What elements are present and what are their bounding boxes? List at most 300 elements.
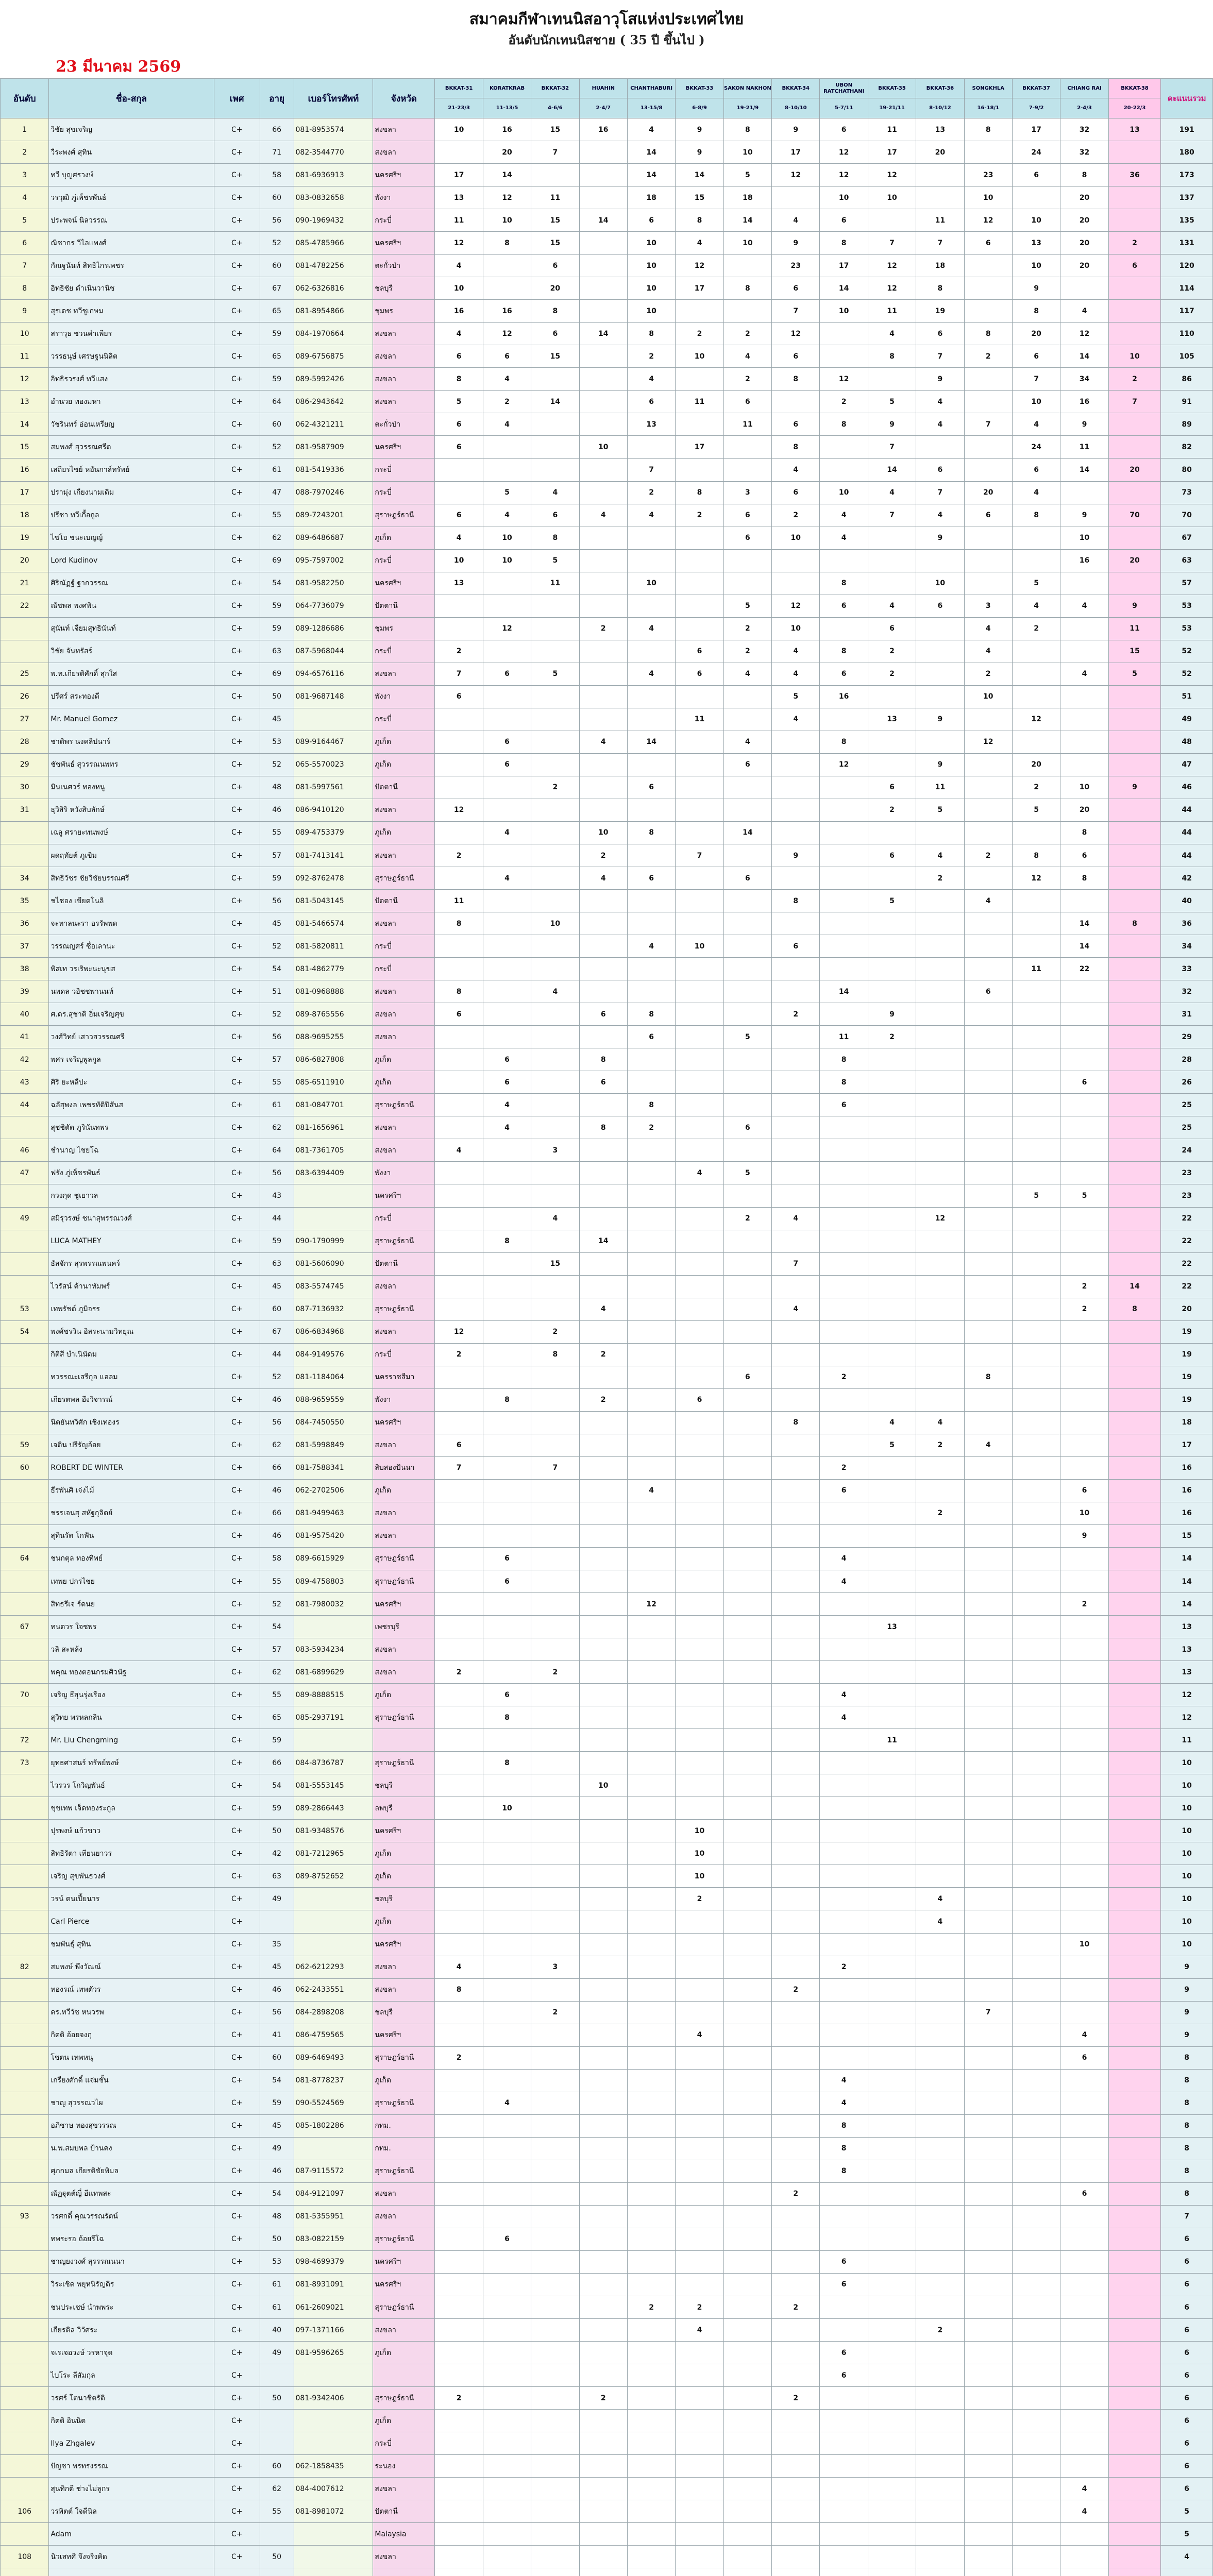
phone-cell: 081-5043145 [294,890,373,912]
points-cell: 14 [627,164,675,187]
points-cell: 2 [435,1661,483,1684]
points-cell [916,1661,964,1684]
phone-cell [294,1729,373,1752]
header-phone: เบอร์โทรศัพท์ [294,79,373,118]
points-cell: 4 [627,617,675,640]
province-cell: กระบี่ [373,2432,435,2455]
province-cell: สุราษฎร์ธานี [373,1752,435,1774]
points-cell [1060,753,1108,776]
gender-cell [214,2568,260,2576]
points-cell [868,821,916,844]
points-cell [1108,1048,1161,1071]
rank-cell: 17 [1,481,49,504]
points-cell [579,2432,627,2455]
rank-cell [1,1275,49,1298]
points-cell [868,2500,916,2523]
points-cell [627,2568,675,2576]
points-cell: 12 [916,1207,964,1230]
points-cell: 2 [531,776,579,799]
points-cell [1108,685,1161,708]
points-cell: 22 [1060,958,1108,980]
points-cell [1012,935,1060,958]
points-cell [916,2455,964,2478]
points-cell: 6 [723,867,771,890]
points-cell [964,1842,1012,1865]
rank-cell [1,1524,49,1547]
points-cell [1060,277,1108,300]
rank-cell [1,1388,49,1411]
total-cell: 53 [1161,595,1213,617]
points-cell [1108,1003,1161,1026]
points-cell: 4 [483,2092,531,2114]
points-cell: 2 [772,1003,820,1026]
points-cell [820,1184,868,1207]
points-cell [531,2069,579,2092]
points-cell [868,2523,916,2546]
total-cell: 33 [1161,958,1213,980]
gender-cell: C+ [214,323,260,345]
points-cell [723,1139,771,1162]
points-cell: 11 [531,187,579,209]
points-cell: 2 [579,1388,627,1411]
points-cell [916,1071,964,1094]
points-cell: 2 [723,617,771,640]
province-cell: นครศรีฯ [373,1593,435,1616]
points-cell [820,2478,868,2500]
points-cell [579,1706,627,1729]
points-cell [531,2319,579,2342]
points-cell [579,663,627,685]
points-cell [1108,1230,1161,1252]
points-cell [772,776,820,799]
points-cell [579,1570,627,1593]
points-cell [772,1842,820,1865]
points-cell [1012,640,1060,663]
points-cell [531,2342,579,2364]
points-cell [676,300,723,323]
points-cell: 14 [483,164,531,187]
points-cell [916,2364,964,2387]
province-cell: ภูเก็ต [373,753,435,776]
points-cell [676,2114,723,2137]
rank-cell: 12 [1,368,49,391]
points-cell [579,368,627,391]
points-cell [964,2523,1012,2546]
points-cell [483,2387,531,2410]
points-cell [676,572,723,595]
province-cell: ภูเก็ต [373,2069,435,2092]
total-cell: 191 [1161,118,1213,141]
age-cell: 61 [260,1094,294,1116]
points-cell [676,1684,723,1706]
points-cell [531,2205,579,2228]
points-cell [820,708,868,731]
points-cell [435,1865,483,1888]
gender-cell: C+ [214,731,260,753]
points-cell [483,1026,531,1048]
points-cell [579,2092,627,2114]
rank-cell [1,2296,49,2319]
points-cell [868,1593,916,1616]
rank-cell: 59 [1,1434,49,1456]
points-cell [1108,708,1161,731]
points-cell [579,277,627,300]
points-cell [531,1547,579,1570]
points-cell: 3 [723,481,771,504]
points-cell [820,844,868,867]
rank-cell: 67 [1,1616,49,1638]
name-cell: ชัชพันธ์ สุวรรณนพทร [49,753,214,776]
points-cell [1108,2250,1161,2273]
points-cell [627,1298,675,1320]
points-cell: 13 [627,413,675,436]
points-cell [579,187,627,209]
points-cell [723,935,771,958]
age-cell: 45 [260,912,294,935]
province-cell: เพชรบุรี [373,1616,435,1638]
points-cell [483,844,531,867]
total-cell: 131 [1161,232,1213,255]
name-cell: ประพจน์ นิลวรรณ [49,209,214,232]
points-cell: 6 [435,436,483,459]
gender-cell: C+ [214,1366,260,1388]
event-date: 5-7/11 [834,105,853,111]
event-date: 8-10/12 [929,105,951,111]
points-cell [435,1910,483,1933]
points-cell [531,799,579,821]
points-cell: 13 [1108,118,1161,141]
gender-cell: C+ [214,708,260,731]
table-row [1,459,1213,481]
province-cell: นครศรีฯ [373,1411,435,1434]
gender-cell: C+ [214,300,260,323]
points-cell [964,1116,1012,1139]
points-cell: 10 [627,255,675,277]
points-cell [435,1547,483,1570]
points-cell [676,912,723,935]
table-row [1,2455,1213,2478]
points-cell [579,141,627,164]
gender-cell: C+ [214,2137,260,2160]
province-cell: ปัตตานี [373,595,435,617]
points-cell [1012,2478,1060,2500]
points-cell [435,1207,483,1230]
points-cell [1060,1207,1108,1230]
points-cell [531,1298,579,1320]
points-cell: 13 [435,187,483,209]
points-cell [531,1706,579,1729]
points-cell [723,2250,771,2273]
points-cell [964,1230,1012,1252]
points-cell [676,2069,723,2092]
province-cell: สุราษฎร์ธานี [373,2160,435,2182]
points-cell [435,1298,483,1320]
total-cell: 29 [1161,1026,1213,1048]
phone-cell: 089-1286686 [294,617,373,640]
points-cell [435,1593,483,1616]
points-cell: 11 [868,118,916,141]
table-row [1,1502,1213,1524]
points-cell: 4 [531,980,579,1003]
gender-cell: C+ [214,481,260,504]
points-cell [483,1593,531,1616]
phone-cell: 081-5997561 [294,776,373,799]
points-cell: 15 [1108,640,1161,663]
points-cell [1108,2410,1161,2432]
points-cell [1012,1116,1060,1139]
points-cell [723,1933,771,1956]
age-cell: 46 [260,799,294,821]
points-cell [1060,1162,1108,1184]
points-cell: 12 [676,255,723,277]
points-cell: 11 [820,1026,868,1048]
rank-cell: 34 [1,867,49,890]
points-cell [916,2500,964,2523]
province-cell: กระบี่ [373,481,435,504]
points-cell: 8 [627,323,675,345]
points-cell [964,2114,1012,2137]
points-cell: 8 [435,1978,483,2001]
points-cell [723,1230,771,1252]
points-cell [435,1820,483,1842]
points-cell: 4 [676,1162,723,1184]
points-cell [868,2273,916,2296]
province-cell [373,2568,435,2576]
points-cell [868,1456,916,1479]
points-cell [1108,527,1161,549]
province-cell: ภูเก็ต [373,731,435,753]
points-cell: 18 [627,187,675,209]
points-cell [964,867,1012,890]
phone-cell: 090-1790999 [294,1230,373,1252]
points-cell: 2 [916,867,964,890]
total-cell: 16 [1161,1479,1213,1502]
name-cell: สุนทิกตี ช่างไม่ลูกร [49,2478,214,2500]
points-cell: 24 [1012,141,1060,164]
points-cell [531,1933,579,1956]
points-cell [964,572,1012,595]
points-cell [723,1978,771,2001]
points-cell: 11 [531,572,579,595]
points-cell [627,2114,675,2137]
table-row [1,2205,1213,2228]
points-cell [868,1116,916,1139]
rank-cell: 21 [1,572,49,595]
points-cell [483,2001,531,2024]
points-cell [964,2319,1012,2342]
points-cell [1012,1865,1060,1888]
phone-cell: 085-2937191 [294,1706,373,1729]
total-cell: 137 [1161,187,1213,209]
points-cell [820,2568,868,2576]
points-cell: 4 [435,1956,483,1978]
name-cell: ฉลัสุพงล เพชรทัติปิสันส [49,1094,214,1116]
points-cell: 4 [820,1706,868,1729]
points-cell [1108,1616,1161,1638]
points-cell [820,1910,868,1933]
points-cell: 32 [1060,141,1108,164]
points-cell [964,1411,1012,1434]
total-cell: 117 [1161,300,1213,323]
points-cell [1012,1320,1060,1343]
points-cell [676,2364,723,2387]
age-cell: 56 [260,1162,294,1184]
phone-cell: 081-4782256 [294,255,373,277]
points-cell [1012,1729,1060,1752]
points-cell: 9 [1108,776,1161,799]
points-cell: 2 [676,1888,723,1910]
table-row [1,1797,1213,1820]
points-cell: 7 [964,2001,1012,2024]
phone-cell: 081-5820811 [294,935,373,958]
rank-cell: 14 [1,413,49,436]
header-event-8 [772,79,820,118]
province-cell: สุราษฎร์ธานี [373,2092,435,2114]
points-cell [483,685,531,708]
points-cell [868,2432,916,2455]
phone-cell [294,2364,373,2387]
rank-cell [1,2273,49,2296]
table-row [1,1275,1213,1298]
province-cell: นครศรีฯ [373,2024,435,2046]
points-cell [916,1298,964,1320]
points-cell: 20 [1012,753,1060,776]
points-cell [772,1888,820,1910]
points-cell [579,2523,627,2546]
points-cell [531,368,579,391]
points-cell [676,1048,723,1071]
points-cell [916,1774,964,1797]
rank-cell [1,2046,49,2069]
rank-cell: 93 [1,2205,49,2228]
points-cell: 4 [1012,595,1060,617]
total-cell: 63 [1161,549,1213,572]
name-cell: สมพงศ์ สุวรรณศรีต [49,436,214,459]
points-cell [1108,1434,1161,1456]
phone-cell: 081-8954866 [294,300,373,323]
points-cell [483,2410,531,2432]
points-cell [868,912,916,935]
phone-cell: 081-5466574 [294,912,373,935]
total-cell: 9 [1161,2001,1213,2024]
points-cell [868,2092,916,2114]
points-cell [723,844,771,867]
points-cell [1012,1252,1060,1275]
points-cell [916,2342,964,2364]
province-cell: สงขลา [373,1956,435,1978]
points-cell: 4 [579,867,627,890]
points-cell [723,1184,771,1207]
points-cell [676,2523,723,2546]
points-cell [435,731,483,753]
total-cell: 120 [1161,255,1213,277]
age-cell: 47 [260,481,294,504]
points-cell [1012,1502,1060,1524]
points-cell [964,1320,1012,1343]
points-cell [676,1343,723,1366]
phone-cell: 081-9596265 [294,2342,373,2364]
points-cell: 8 [435,912,483,935]
points-cell [627,1616,675,1638]
points-cell [916,164,964,187]
province-cell: สงขลา [373,844,435,867]
points-cell [820,459,868,481]
points-cell [964,1752,1012,1774]
gender-cell: C+ [214,2364,260,2387]
name-cell: ปุรพงษ์ แก้วขาว [49,1820,214,1842]
points-cell: 20 [483,141,531,164]
points-cell [531,1184,579,1207]
gender-cell: C+ [214,2092,260,2114]
points-cell: 4 [435,1139,483,1162]
points-cell [964,2137,1012,2160]
points-cell: 17 [1012,118,1060,141]
points-cell [820,2319,868,2342]
points-cell: 4 [579,504,627,527]
table-row [1,1524,1213,1547]
table-row [1,1752,1213,1774]
age-cell: 45 [260,708,294,731]
points-cell [676,2500,723,2523]
points-cell [676,1706,723,1729]
name-cell: วงศ์วิทย์ เสาวสวรรณศรี [49,1026,214,1048]
points-cell [435,1162,483,1184]
points-cell: 10 [723,232,771,255]
points-cell [1012,1661,1060,1684]
points-cell [579,776,627,799]
name-cell: เจริญ สุขพันธวงศ์ [49,1865,214,1888]
table-row [1,1910,1213,1933]
rank-cell [1,2523,49,2546]
gender-cell: C+ [214,2114,260,2137]
points-cell: 9 [916,753,964,776]
points-cell [676,1729,723,1752]
points-cell [531,890,579,912]
points-cell [868,1774,916,1797]
points-cell [1060,2342,1108,2364]
points-cell [964,1003,1012,1026]
gender-cell: C+ [214,1320,260,1343]
points-cell [627,1774,675,1797]
points-cell: 6 [723,1116,771,1139]
rank-cell [1,1797,49,1820]
points-cell [820,1252,868,1275]
points-cell [772,1230,820,1252]
points-cell [531,1411,579,1434]
gender-cell: C+ [214,867,260,890]
points-cell [964,821,1012,844]
province-cell: สงขลา [373,368,435,391]
points-cell [1108,1162,1161,1184]
gender-cell: C+ [214,640,260,663]
points-cell: 2 [1060,1593,1108,1616]
province-cell: พังงา [373,187,435,209]
points-cell [868,2296,916,2319]
points-cell: 6 [627,1026,675,1048]
points-cell [723,1411,771,1434]
name-cell: ปรีศร์ สระทองดี [49,685,214,708]
points-cell: 9 [1108,595,1161,617]
points-cell [483,2478,531,2500]
points-cell [1108,2092,1161,2114]
points-cell [579,2160,627,2182]
points-cell [1060,1956,1108,1978]
points-cell [531,1230,579,1252]
points-cell [1108,2160,1161,2182]
points-cell [676,1456,723,1479]
points-cell: 4 [435,323,483,345]
name-cell: ทองรณ์ เทพตัวร [49,1978,214,2001]
